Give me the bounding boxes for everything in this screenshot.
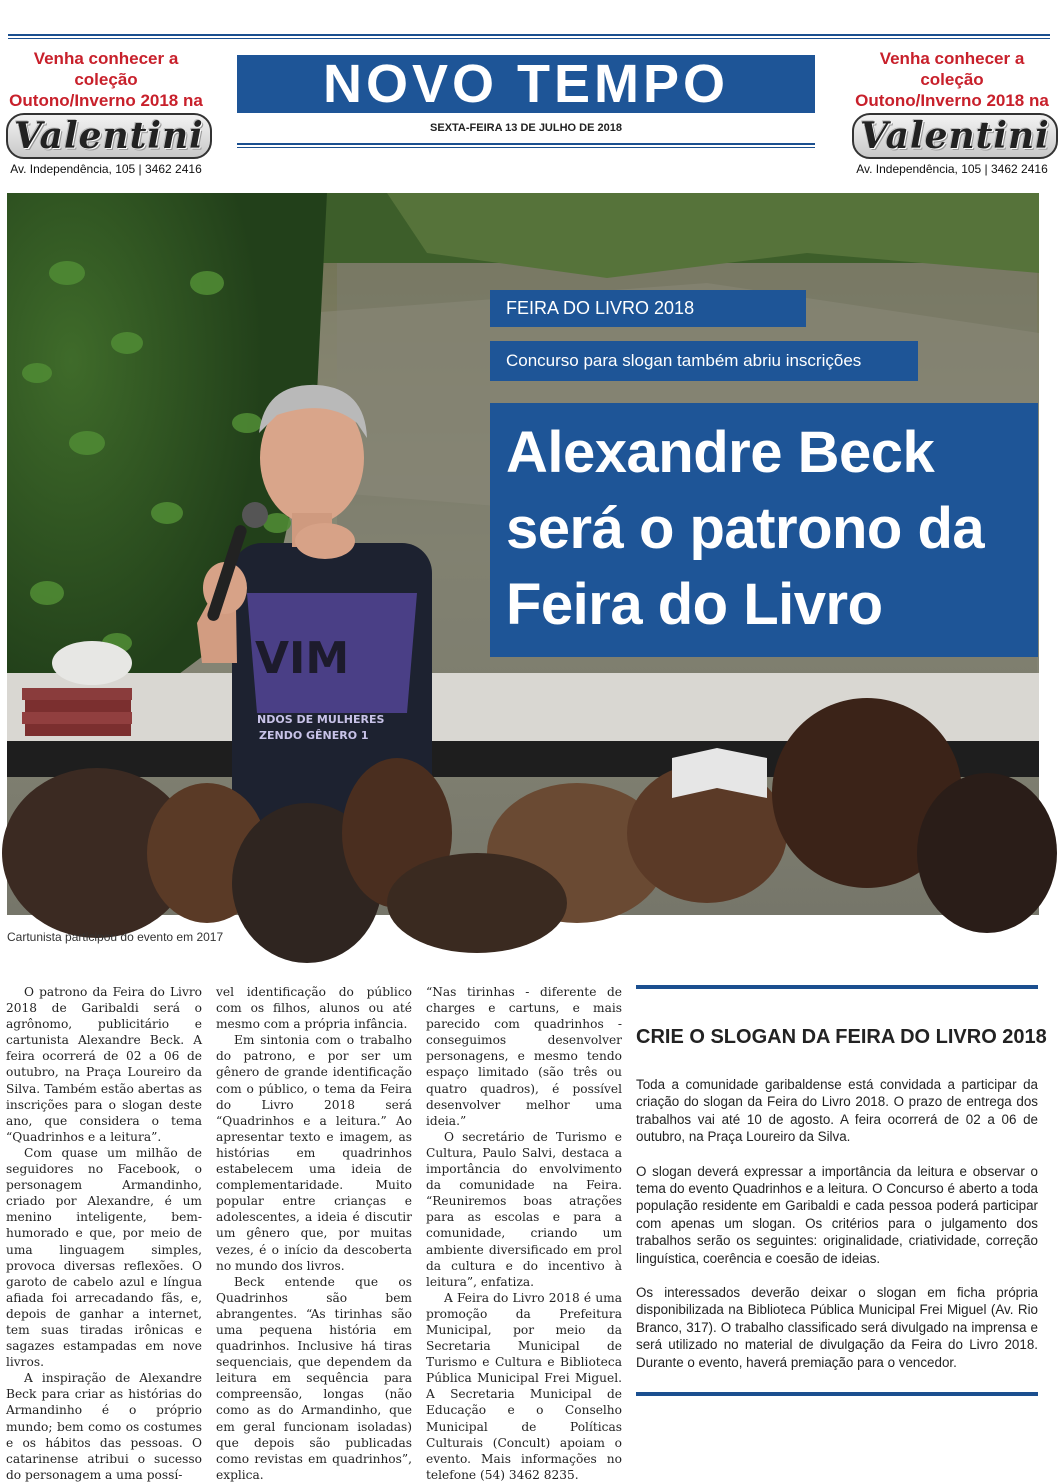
paragraph: vel identificação do público com os filhos, alunos ou até mesmo com a própria infância. [216,985,412,1032]
ad-address: Av. Independência, 105 | 3462 2416 [10,162,202,176]
ad-valentini-left[interactable] [6,48,206,176]
ad-promo-line2: Outono/Inverno 2018 na [855,91,1049,110]
paragraph: A inspiração de Alexandre Beck para criar as histórias do Armandinho é o próprio mundo; bem como os costumes e os hábitos das pessoas. O catarinense atribui o sucesso do personagem a uma possí- [6,1371,202,1482]
article-column-2 [216,984,412,1483]
masthead-rule [237,143,815,148]
sidebar-body [636,1076,1038,1388]
article-kicker: FEIRA DO LIVRO 2018 [490,290,806,327]
sidebar-bottom-rule [636,1392,1038,1396]
paragraph: O patrono da Feira do Livro 2018 de Garibaldi será o agrônomo, publicitário e cartunista Alexandre Beck. A feira ocorrerá de 02 a 06 de outubro, na Praça Loureiro da Silva. Também estão abertas as inscrições para o slogan deste ano, que considera o tema “Quadrinhos e a leitura”. [6,985,202,1144]
ad-address: Av. Independência, 105 | 3462 2416 [856,162,1048,176]
headline-line1: Alexandre Beck [506,420,935,485]
header-top-rule [8,34,1050,39]
headline-line2: será o patrono da [506,496,985,561]
ad-promo-line1: Venha conhecer a coleção [33,49,179,89]
paragraph: Beck entende que os Quadrinhos são bem abrangentes. “As tirinhas são uma pequena história em quadrinhos. Inclusive há tiras sequenciais, que dependem da leitura em sequência para compreensão, longas (não como as do Armandinho, que em geral funcionam isoladas) que depois são publicadas como revistas em quadrinhos”, explica. [216,1274,412,1482]
shirt-print-line1: NDOS DE MULHERES [257,713,385,726]
sidebar-top-rule [636,985,1038,989]
article-column-3 [426,984,622,1483]
paragraph: O secretário de Turismo e Cultura, Paulo Salvi, destaca a importância do envolvimento da comunidade na Feira. “Reuniremos boas atrações para as escolas e para a comunidade, criando um ambiente diversificado em prol da cultura e do incentivo à leitura”, enfatiza. [426,1129,622,1289]
ad-promo-line2: Outono/Inverno 2018 na [9,91,203,110]
article-column-1 [6,984,202,1483]
sidebar-title: CRIE O SLOGAN DA FEIRA DO LIVRO 2018 [636,1026,1047,1048]
sidebar-paragraph: Os interessados deverão deixar o slogan em ficha própria disponibilizada na Biblioteca Pública Municipal Frei Miguel (Av. Rio Branco, 317). O trabalho classificado será divulgado na imprensa e será utilizado no material de divulgação da Feira do Livro 2018. Durante o evento, haverá premiação para o vencedor. [636,1285,1038,1370]
paragraph: A Feira do Livro 2018 é uma promoção da Prefeitura Municipal, por meio da Secretaria Municipal de Turismo e Cultura e Biblioteca Pública Municipal Frei Miguel. A Secretaria Municipal de Educação e o Conselho Municipal de Políticas Culturais (Concult) apoiam o evento. Mais informações no telefone (54) 3462 8235. [426,1290,622,1482]
shirt-print-line2: ZENDO GÊNERO 1 [259,729,369,742]
ad-valentini-right[interactable] [852,48,1052,176]
masthead-date: SEXTA-FEIRA 13 DE JULHO DE 2018 [430,122,622,134]
shirt-print-main: VIM [255,633,350,684]
sidebar-paragraph: O slogan deverá expressar a importância da leitura e observar o tema do evento Quadrinhos e a leitura. O Concurso é aberto a toda população residente em Garibaldi e cada pessoa poderá participar com apenas um slogan. Os critérios para o julgamento dos trabalhos serão os seguintes: originalidade, criatividade, correção linguística, coerência e coesão de ideias. [636,1163,1038,1266]
article-deck: Concurso para slogan também abriu inscrições [490,341,918,381]
photo-caption: Cartunista participou do evento em 2017 [7,930,224,944]
sidebar-paragraph: Toda a comunidade garibaldense está convidada a participar da criação do slogan da Feira do Livro 2018. O prazo de entrega dos trabalhos vai até 10 de agosto. A feira ocorrerá de 02 a 06 de outubro, na Praça Loureiro da Silva. [636,1077,1038,1145]
ad-brand-logo: Valentini [852,113,1058,159]
paragraph: “Nas tirinhas - diferente de charges e cartuns, e mais parecido com quadrinhos - conseguimos desenvolver personagens, e mesmo tendo espaço limitado (são três ou quatro quadros), é possível desenvolver melhor uma ideia.” [426,985,622,1128]
ad-promo-line1: Venha conhecer a coleção [879,49,1025,89]
paragraph: Com quase um milhão de seguidores no Facebook, o personagem Armandinho, criado por Alexandre, é um menino inteligente, bem-humorado e que, por meio de uma linguagem simples, provoca diversas reflexões. O garoto de cabelo azul e língua afiada foi arrecadando fãs, e, depois de ganhar a internet, tem suas tiradas irônicas e sagazes estampadas em nove livros. [6,1145,202,1370]
article-headline [490,403,1038,657]
paragraph: Em sintonia com o trabalho do patrono, e por ser um gênero de grande identificação com o público, o tema da Feira do Livro 2018 será “Quadrinhos e a leitura.” Ao apresentar texto e imagem, as histórias em quadrinhos estabelecem uma ideia de complementaridade. Muito popular entre crianças e adolescentes, a ideia é discutir um gênero que, por muitas vezes, é o início da descoberta no mundo dos livros. [216,1033,412,1273]
headline-line3: Feira do Livro [506,572,883,637]
ad-brand-logo: Valentini [6,113,212,159]
masthead-title: NOVO TEMPO [237,55,815,113]
